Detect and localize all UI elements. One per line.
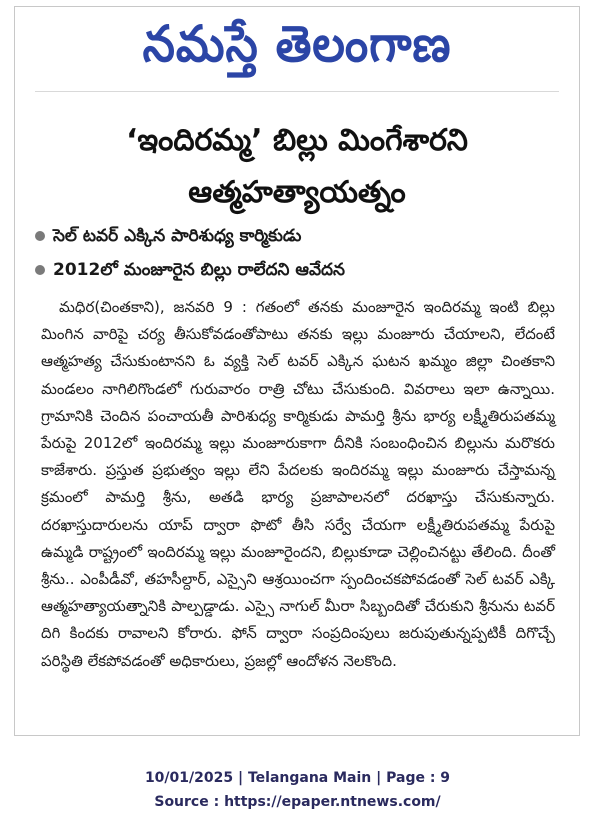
headline-line-1: ‘ఇందిరమ్మ’ బిల్లు మింగేశారని (126, 123, 468, 158)
clipping-frame (14, 6, 580, 736)
article-headline (25, 115, 569, 219)
newspaper-masthead: నమస్తే తెలంగాణ (142, 15, 452, 73)
edition-info: 10/01/2025 | Telangana Main | Page : 9 (144, 770, 451, 786)
bullet-item (29, 219, 565, 253)
bullet-item (29, 253, 565, 287)
bullet-dot-icon (35, 231, 45, 241)
source-link[interactable]: Source : https://epaper.ntnews.com/ (154, 794, 441, 810)
article-body: మధిర(చింతకాని), జనవరి 9 : గతంలో తనకు మంజూరైన ఇందిరమ్మ ఇంటి బిల్లు మింగిన వారిపై చర్య తీసుకోవడంతోపాటు తనకు ఇల్లు మంజూరు చేయాలని, లేదంటే ఆత్మహత్య చేసుకుంటానని ఓ వ్యక్తి సెల్ టవర్ ఎక్కిన ఘటన ఖమ్మం జిల్లా చింతకాని మండలం నాగిలిగొండలో గురువారం రాత్రి చోటు చేసుకుంది. వివరాలు ఇలా ఉన్నాయి. గ్రామానికి చెందిన పంచాయతీ పారిశుధ్య కార్మికుడు పామర్తి శ్రీను భార్య లక్ష్మీతిరుపతమ్మ పేరుపై 2012లో ఇందిరమ్మ ఇల్లు మంజూరుకాగా దీనికి సంబంధించిన బిల్లును మరొకరు కాజేశారు. ప్రస్తుత ప్రభుత్వం ఇల్లు లేని పేదలకు ఇందిరమ్మ ఇల్లు మంజూరు చేస్తామన్న క్రమంలో పామర్తి శ్రీను, అతడి భార్య ప్రజాపాలనలో దరఖాస్తు చేసుకున్నారు. దరఖాస్తుదారులను యాప్ ద్వారా ఫొటో తీసి సర్వే చేయగా లక్ష్మీతిరుపతమ్మ పేరుపై ఉమ్మడి రాష్ట్రంలో ఇందిరమ్మ ఇల్లు మంజూరైందని, బిల్లుకూడా చెల్లించినట్టు తేలింది. దీంతో శ్రీను.. ఎంపీడీవో, తహసీల్దార్, ఎస్సైని ఆశ్రయించగా స్పందించకపోవడంతో సెల్ టవర్ ఎక్కి ఆత్మహత్యాయత్నానికి పాల్పడ్డాడు. ఎస్సై నాగుల్ మీరా సిబ్బందితో చేరుకుని శ్రీనును టవర్ దిగి కిందకు రావాలని కోరారు. ఫోన్ ద్వారా సంప్రదింపులు జరుపుతున్నప్పటికీ దిగొచ్చే పరిస్థితి లేకపోవడంతో అధికారులు, ప్రజల్లో ఆందోళన నెలకొంది. (41, 298, 555, 670)
subheading-bullets (29, 219, 565, 287)
headline-line-2: ఆత్మహత్యాయత్నం (188, 175, 406, 210)
bullet-text: 2012లో మంజూరైన బిల్లు రాలేదని ఆవేదన (53, 260, 345, 280)
page-footer (0, 766, 595, 814)
bullet-text: సెల్ టవర్ ఎక్కిన పారిశుధ్య కార్మికుడు (53, 226, 302, 246)
bullet-dot-icon (35, 265, 45, 275)
masthead-divider (35, 91, 559, 92)
